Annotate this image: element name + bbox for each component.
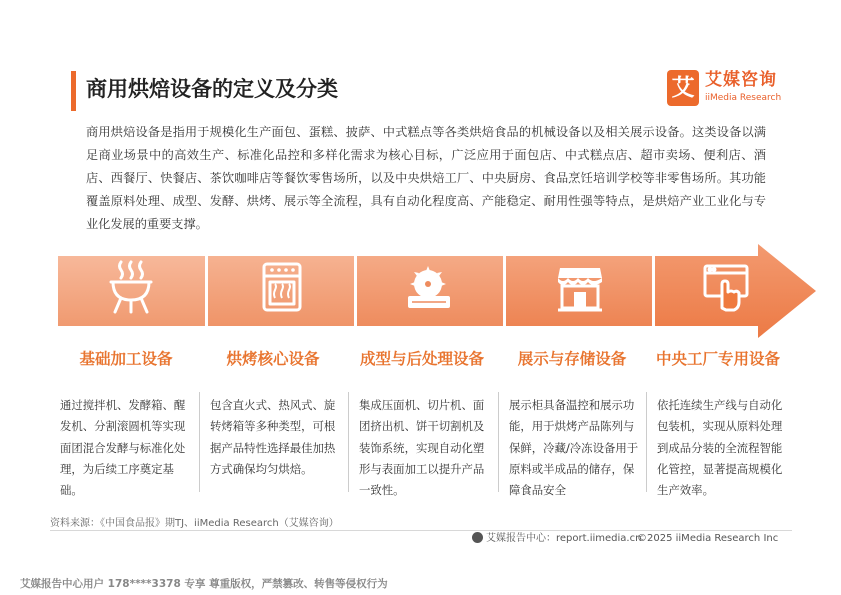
category-desc-2: 包含直火式、热风式、旋转烤箱等多种类型，可根据产品特性选择最佳加热方式确保均匀烘焙。 bbox=[210, 398, 336, 476]
category-label-3: 成型与后处理设备 bbox=[359, 350, 484, 368]
category-desc-1: 通过搅拌机、发酵箱、醒发机、分割滚圆机等实现面团混合发酵与标准化处理，为后续工序奠定基础。 bbox=[60, 398, 186, 498]
column-divider bbox=[646, 392, 647, 492]
title-accent-bar bbox=[71, 71, 76, 111]
brand-name-en: iiMedia Research bbox=[705, 93, 782, 103]
oven-icon bbox=[258, 260, 306, 314]
category-desc-3: 集成压面机、切片机、面团挤出机、饼干切割机及装饰系统，实现自动化塑形与表面加工以提升产品一致性。 bbox=[359, 398, 485, 498]
footer-divider bbox=[50, 530, 792, 531]
brand-name-cn: 艾媒咨询 bbox=[705, 70, 777, 90]
slicer-icon bbox=[406, 260, 454, 314]
intro-paragraph: 商用烘焙设备是指用于规模化生产面包、蛋糕、披萨、中式糕点等各类烘焙食品的机械设备以及相关展示设备。这类设备以满足商业场景中的高效生产、标准化品控和多样化需求为核心目标，广泛应用于面包店、中式糕点店、超市卖场、便利店、酒店、西餐厅、快餐店、茶饮咖啡店等餐饮零售场所，以及中央烘焙工厂、中央厨房、食品烹饪培训学校等非零售场所。其功能覆盖原料处理、成型、发酵、烘烤、展示等全流程，具有自动化程度高、产能稳定、耐用性强等特点，是烘焙产业工业化与专业化发展的重要支撑。 bbox=[86, 125, 766, 231]
source-note: 资料来源：《中国食品报》期TJ、iiMedia Research（艾媒咨询） bbox=[50, 518, 339, 529]
user-watermark: 艾媒报告中心用户 178****3378 专享 尊重版权，严禁篡改、转售等侵权行为 bbox=[20, 578, 388, 590]
category-label-2: 烘烤核心设备 bbox=[226, 350, 320, 368]
page-title: 商用烘焙设备的定义及分类 bbox=[86, 77, 338, 101]
automation-icon bbox=[702, 260, 750, 314]
grill-icon bbox=[107, 260, 155, 314]
category-desc-4: 展示柜具备温控和展示功能，用于烘烤产品陈列与保鲜，冷藏/冷冻设备用于原料或半成品的储存，保障食品安全 bbox=[509, 398, 639, 498]
column-divider bbox=[348, 392, 349, 492]
report-center bbox=[472, 532, 641, 546]
brand-logo bbox=[667, 70, 797, 110]
category-desc-5: 依托连续生产线与自动化包装机，实现从原料处理到成品分装的全流程智能化管控，显著提高规模化生产效率。 bbox=[657, 398, 783, 498]
category-label-4: 展示与存储设备 bbox=[517, 350, 627, 368]
column-divider bbox=[199, 392, 200, 492]
category-label-5: 中央工厂专用设备 bbox=[655, 350, 780, 368]
brand-logo-mark: 艾 bbox=[667, 70, 699, 106]
brand-dot-icon bbox=[472, 532, 483, 543]
column-divider bbox=[498, 392, 499, 492]
copyright: ©2025 iiMedia Research Inc bbox=[637, 533, 779, 544]
category-label-1: 基础加工设备 bbox=[79, 350, 173, 368]
store-icon bbox=[556, 260, 604, 314]
report-center-link[interactable]: 艾媒报告中心：report.iimedia.cn bbox=[486, 533, 642, 544]
